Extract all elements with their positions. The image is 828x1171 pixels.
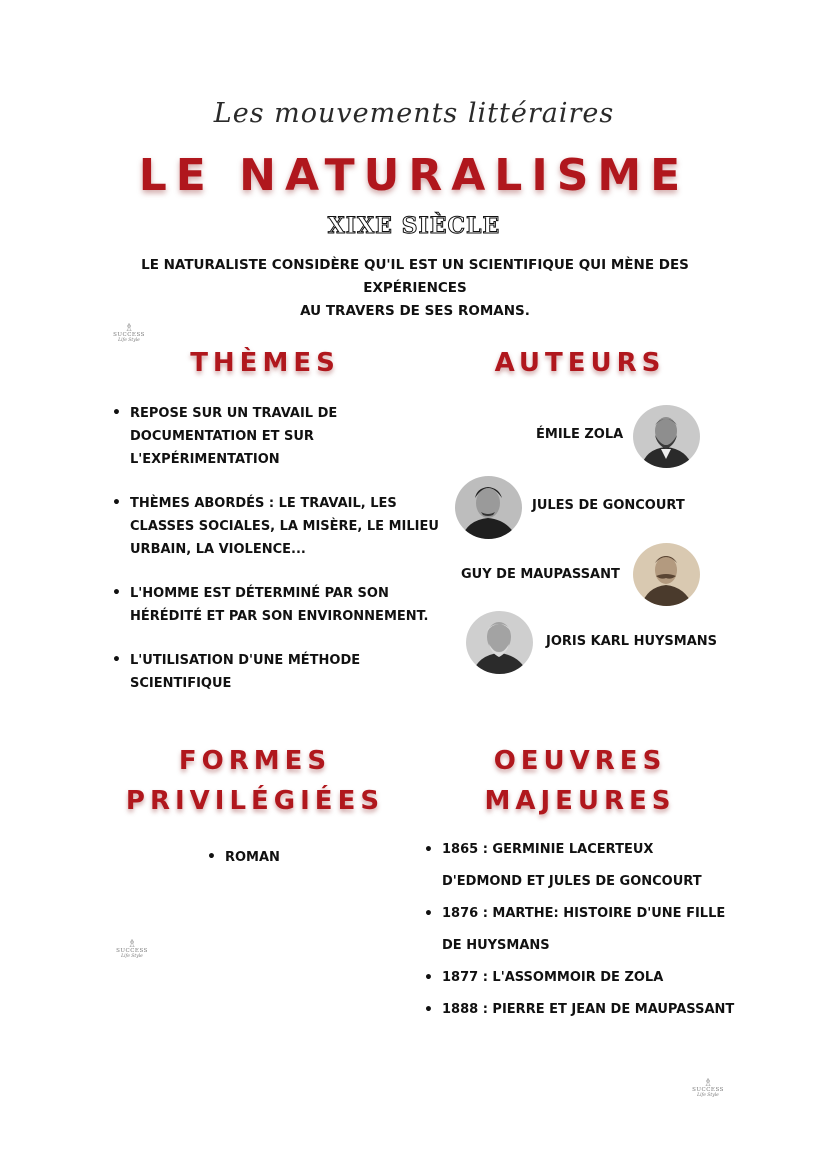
list-item: • REPOSE SUR UN TRAVAIL DE DOCUMENTATION ET SUR L'EXPÉRIMENTATION xyxy=(110,402,440,471)
logo-mark-icon: ♗ xyxy=(124,321,134,334)
oeuvres-title xyxy=(430,741,730,821)
list-item: • 1876 : MARTHE: HISTOIRE D'UNE FILLE DE HUYSMANS xyxy=(422,898,738,962)
list-item: • L'HOMME EST DÉTERMINÉ PAR SON HÉRÉDITÉ ET PAR SON ENVIRONNEMENT. xyxy=(110,582,440,628)
logo-tagline: Life Style xyxy=(121,953,143,959)
intro-text xyxy=(90,254,740,323)
formes-title-line-1: FORMES xyxy=(178,746,332,776)
author-name-goncourt: JULES DE GONCOURT xyxy=(532,498,685,513)
formes-title xyxy=(100,741,410,821)
author-name-zola: ÉMILE ZOLA xyxy=(536,427,624,442)
author-name-huysmans: JORIS KARL HUYSMANS xyxy=(546,634,718,649)
brand-logo xyxy=(112,938,152,959)
intro-line-2: AU TRAVERS DE SES ROMANS. xyxy=(300,303,530,319)
century-label: XIXE SIÈCLE xyxy=(327,213,501,239)
list-item: • 1888 : PIERRE ET JEAN DE MAUPASSANT xyxy=(422,994,738,1026)
themes-title: THÈMES xyxy=(190,348,340,378)
logo-name: SUCCESS xyxy=(116,948,148,954)
list-item: • 1877 : L'ASSOMMOIR DE ZOLA xyxy=(422,962,738,994)
list-item: • ROMAN xyxy=(205,846,405,869)
logo-tagline: Life Style xyxy=(697,1092,719,1098)
logo-name: SUCCESS xyxy=(113,332,145,338)
oeuvres-title-line-2: MAJEURES xyxy=(484,786,676,816)
script-subtitle: Les mouvements littéraires xyxy=(213,98,615,129)
formes-list xyxy=(205,846,405,869)
logo-mark-icon: ♗ xyxy=(703,1076,713,1089)
page-title: LE NATURALISME xyxy=(138,150,690,201)
portrait-huysmans-icon xyxy=(466,611,533,674)
portrait-zola-icon xyxy=(633,405,700,468)
oeuvres-list xyxy=(422,834,738,1026)
author-name-maupassant: GUY DE MAUPASSANT xyxy=(461,567,620,582)
logo-name: SUCCESS xyxy=(692,1087,724,1093)
brand-logo xyxy=(109,322,149,343)
oeuvres-title-line-1: OEUVRES xyxy=(493,746,667,776)
portrait-maupassant-icon xyxy=(633,543,700,606)
logo-tagline: Life Style xyxy=(118,337,140,343)
intro-line-1: LE NATURALISTE CONSIDÈRE QU'IL EST UN SCIENTIFIQUE QUI MÈNE DES EXPÉRIENCES xyxy=(141,257,689,296)
list-item: • THÈMES ABORDÉS : LE TRAVAIL, LES CLASSES SOCIALES, LA MISÈRE, LE MILIEU URBAIN, LA VIOLENCE... xyxy=(110,492,440,561)
auteurs-title: AUTEURS xyxy=(494,348,666,378)
list-item: • L'UTILISATION D'UNE MÉTHODE SCIENTIFIQUE xyxy=(110,649,440,695)
portrait-goncourt-icon xyxy=(455,476,522,539)
logo-mark-icon: ♗ xyxy=(127,937,137,950)
list-item: • 1865 : GERMINIE LACERTEUX D'EDMOND ET JULES DE GONCOURT xyxy=(422,834,738,898)
brand-logo xyxy=(688,1077,728,1098)
themes-list xyxy=(110,402,440,716)
formes-title-line-2: PRIVILÉGIÉES xyxy=(125,786,385,816)
